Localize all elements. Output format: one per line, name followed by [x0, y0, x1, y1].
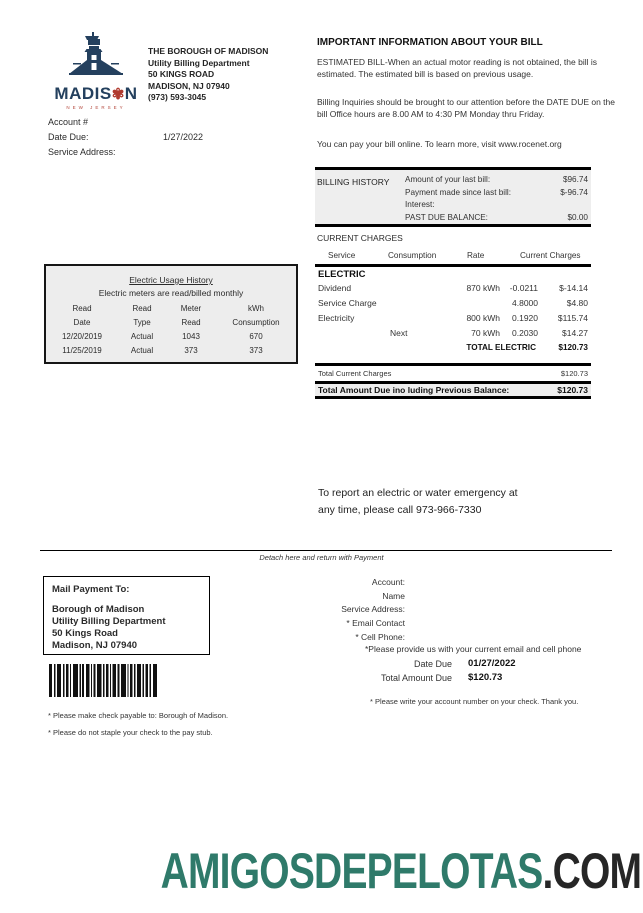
bh-row-label: PAST DUE BALANCE:: [405, 212, 488, 222]
usage-data-row: [46, 329, 296, 343]
charge-service: Service Charge: [318, 298, 377, 308]
current-charges-label: CURRENT CHARGES: [317, 233, 403, 243]
total-electric-value: $120.73: [558, 343, 588, 352]
watermark-brand: [160, 842, 641, 900]
charge-rate: 0.1920: [512, 313, 538, 323]
org-street: 50 KINGS ROAD: [148, 69, 215, 80]
usage-cell-consumption: 373: [249, 346, 263, 356]
charge-amount: $-14.14: [559, 283, 588, 293]
col-header-current-charges: Current Charges: [520, 251, 581, 260]
stub-field-labels: [300, 576, 405, 645]
usage-header-cell: Read: [72, 303, 92, 313]
org-dept: Utility Billing Department: [148, 57, 250, 68]
stub-date-due-label: Date Due: [413, 659, 452, 669]
logo-city-right: N: [124, 84, 138, 103]
usage-data-row: [46, 344, 296, 358]
emergency-line-1: To report an electric or water emergency at: [318, 487, 518, 499]
bh-row-value: $-96.74: [560, 187, 588, 197]
usage-header-row-2: [46, 315, 296, 329]
stub-cell-phone-label: * Cell Phone:: [355, 631, 405, 642]
bh-row-value: $0.00: [567, 212, 588, 222]
rose-icon: ✾: [111, 86, 125, 103]
charge-rate: 0.2030: [512, 328, 538, 338]
billing-history-row: [405, 200, 588, 213]
madison-logo: [46, 30, 146, 110]
logo-state-label: NEW JERSEY: [66, 105, 126, 110]
date-due-label: Date Due:: [48, 131, 89, 142]
account-number-row: [48, 115, 298, 130]
usage-header-cell: Read: [132, 303, 152, 313]
info-paragraph-pay-online: You can pay your bill online. To learn more, visit www.rocenet.org: [317, 139, 562, 149]
service-address-label: Service Address:: [48, 146, 116, 157]
watermark-brand-text: AMIGOSDEPELOTAS: [160, 843, 543, 899]
provide-contact-note: *Please provide us with your current email and cell phone: [365, 644, 582, 654]
billing-history-rows: [405, 175, 588, 225]
charge-amount: $4.80: [566, 298, 588, 308]
charge-rate: 4.8000: [512, 298, 538, 308]
usage-history-subtitle: Electric meters are read/billed monthly: [98, 288, 244, 298]
bh-row-label: Payment made since last bill:: [405, 187, 512, 197]
total-electric-label: TOTAL ELECTRIC: [466, 343, 536, 352]
charge-qualifier: Next: [390, 328, 408, 338]
total-current-charges-row: [315, 366, 591, 381]
bh-row-label: Amount of your last bill:: [405, 175, 491, 184]
usage-cell-meter: 1043: [182, 331, 200, 341]
usage-history-title: Electric Usage History: [129, 275, 213, 285]
info-paragraph-estimated: ESTIMATED BILL-When an actual motor reading is not obtained, the bill is estimated. The estimated bill is based on previous usage.: [317, 57, 598, 79]
usage-header-row-1: [46, 301, 296, 315]
detach-divider: [40, 550, 612, 551]
logo-city-left: MADIS: [54, 84, 112, 103]
logo-wordmark: [46, 85, 146, 104]
total-current-charges-label: Total Current Charges: [318, 369, 392, 378]
usage-history-box: [44, 264, 298, 364]
watermark-tld-text: .COM: [542, 843, 641, 899]
usage-header-cell: Consumption: [232, 317, 280, 327]
org-phone: (973) 593-3045: [148, 92, 207, 103]
check-account-note: * Please write your account number on your check. Thank you.: [370, 697, 579, 706]
check-payable-note: * Please make check payable to: Borough of Madison.: [48, 711, 229, 720]
usage-header-cell: Type: [133, 317, 151, 327]
info-paragraph-inquiries: Billing Inquiries should be brought to our attention before the DATE DUE on the bill Office hours are 8.00 AM to 4:30 PM Monday thru Friday.: [317, 97, 615, 119]
mail-payment-box: [43, 576, 210, 655]
charge-consumption: 800 kWh: [466, 313, 500, 323]
date-due-row: [48, 130, 298, 145]
bh-row-value: $96.74: [562, 175, 588, 184]
usage-cell-date: 11/25/2019: [62, 346, 102, 356]
mail-line: Borough of Madison: [52, 604, 145, 615]
charge-row: [315, 313, 591, 328]
charge-service: Electricity: [318, 313, 355, 323]
grand-total-value: $120.73: [557, 385, 588, 395]
divider: [315, 396, 591, 399]
col-header-service: Service: [328, 251, 356, 260]
usage-history-table: [46, 301, 296, 358]
emergency-line-2: any time, please call 973-966-7330: [318, 503, 482, 516]
usage-cell-type: Actual: [130, 331, 154, 341]
org-city: MADISON, NJ 07940: [148, 80, 230, 91]
col-header-rate: Rate: [467, 251, 485, 260]
stub-total-due-label: Total Amount Due: [380, 673, 452, 683]
grand-total-label: Total Amount Due ino luding Previous Balance:: [318, 385, 510, 395]
billing-history-box: [315, 167, 591, 227]
mail-line: 50 Kings Road: [52, 628, 118, 639]
bh-row-label: Interest:: [405, 200, 435, 209]
usage-cell-meter: 373: [184, 346, 198, 356]
usage-header-cell: Meter: [180, 303, 202, 313]
mail-payment-address: [52, 604, 201, 652]
charge-consumption: 70 kWh: [471, 328, 500, 338]
account-number-label: Account #: [48, 117, 89, 127]
detach-instruction: Detach here and return with Payment: [259, 553, 384, 562]
grand-total-row: [315, 384, 591, 396]
charge-service: Dividend: [318, 283, 352, 293]
total-electric-row: [315, 343, 591, 358]
stub-total-due-value: $120.73: [468, 672, 503, 683]
org-address-block: [148, 46, 268, 104]
stub-email-label: * Email Contact: [346, 618, 405, 629]
col-header-consumption: Consumption: [388, 251, 437, 260]
charge-amount: $115.74: [557, 313, 588, 323]
emergency-note: [318, 485, 518, 518]
billing-history-row: [405, 175, 588, 188]
barcode: [49, 664, 157, 697]
org-name: THE BOROUGH OF MADISON: [148, 46, 269, 56]
electric-group-label: ELECTRIC: [318, 269, 366, 280]
charge-row: [315, 283, 591, 298]
stub-account-label: Account:: [371, 577, 405, 587]
no-staple-note: * Please do not staple your check to the pay stub.: [48, 728, 213, 737]
usage-header-cell: Date: [73, 317, 91, 327]
charge-rate: -0.0211: [509, 283, 538, 293]
usage-cell-date: 12/20/2019: [61, 331, 103, 341]
stub-name-label: Name: [382, 590, 405, 601]
mail-line: Madison, NJ 07940: [52, 640, 138, 651]
usage-cell-type: Actual: [130, 346, 154, 356]
charge-rows: [315, 283, 591, 358]
billing-history-label: BILLING HISTORY: [317, 177, 390, 187]
divider: [315, 264, 591, 267]
account-block: [48, 115, 298, 159]
mail-line: Utility Billing Department: [52, 616, 166, 627]
usage-header-cell: Read: [181, 317, 201, 327]
total-current-charges-value: $120.73: [560, 369, 588, 378]
mail-payment-title: Mail Payment To:: [52, 584, 130, 595]
charge-row: [315, 328, 591, 343]
stub-service-address-label: Service Address:: [341, 604, 405, 615]
billing-history-row: [405, 213, 588, 226]
clock-tower-icon: [67, 30, 125, 80]
charge-amount: $14.27: [562, 328, 588, 338]
info-title: IMPORTANT INFORMATION ABOUT YOUR BILL: [317, 37, 543, 48]
billing-history-row: [405, 188, 588, 201]
charge-consumption: 870 kWh: [466, 283, 500, 293]
usage-cell-consumption: 670: [249, 331, 263, 341]
stub-date-due-value: 01/27/2022: [468, 658, 516, 669]
date-due-value: 1/27/2022: [163, 131, 204, 142]
usage-header-cell: kWh: [248, 303, 264, 313]
service-address-row: [48, 145, 298, 160]
charge-row: [315, 298, 591, 313]
